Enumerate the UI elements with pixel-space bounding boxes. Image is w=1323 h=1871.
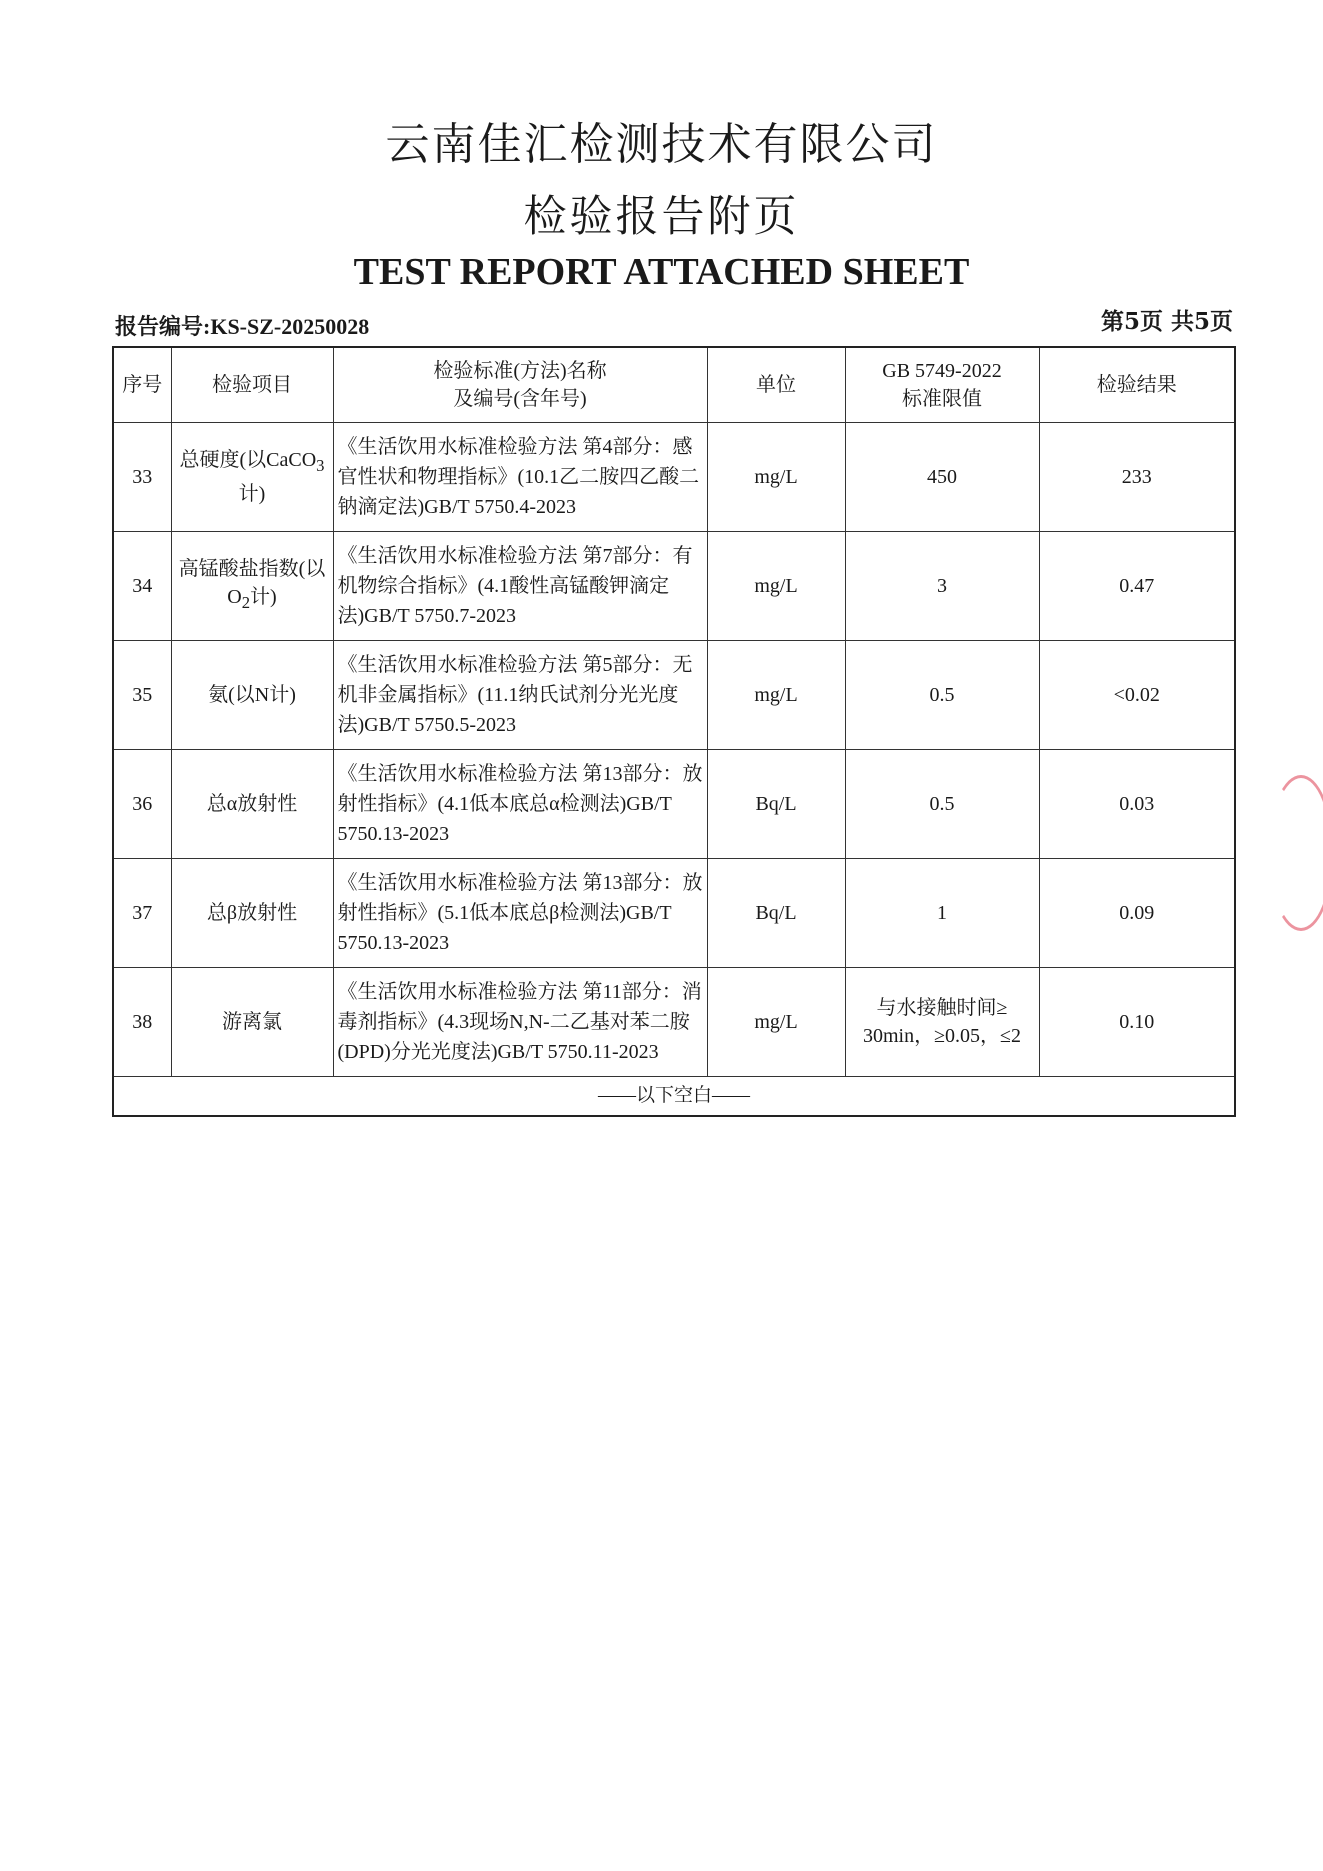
row-result: 0.03 — [1039, 750, 1235, 859]
report-subtitle: 检验报告附页 — [523, 192, 800, 242]
row-limit: 0.5 — [845, 750, 1039, 859]
row-item — [171, 532, 333, 641]
row-unit: Bq/L — [707, 859, 845, 968]
header-method-line2: 及编号(含年号) — [453, 388, 587, 410]
company-name: 云南佳汇检测技术有限公司 — [385, 119, 938, 170]
row-result: 0.47 — [1039, 532, 1235, 641]
row-result: 233 — [1039, 423, 1235, 532]
table-row — [113, 750, 1235, 859]
item-text-suffix: 计) — [238, 483, 266, 505]
table-header-row — [113, 347, 1235, 423]
table-row — [113, 423, 1235, 532]
row-method: 《生活饮用水标准检验方法 第13部分：放射性指标》(5.1低本底总β检测法)GB/T 5750.13-2023 — [333, 859, 707, 968]
row-limit: 450 — [845, 423, 1039, 532]
table-row — [113, 532, 1235, 641]
row-item: 总α放射性 — [171, 750, 333, 859]
table-row — [113, 968, 1235, 1077]
row-item: 总β放射性 — [171, 859, 333, 968]
header-seq: 序号 — [113, 347, 171, 423]
row-result: 0.09 — [1039, 859, 1235, 968]
header-method-line1: 检验标准(方法)名称 — [433, 360, 607, 382]
item-text-suffix: 计) — [250, 586, 277, 608]
header-method — [333, 347, 707, 423]
end-note-row — [113, 1077, 1235, 1117]
row-result: <0.02 — [1039, 641, 1235, 750]
header-result: 检验结果 — [1039, 347, 1235, 423]
row-unit: mg/L — [707, 423, 845, 532]
end-note: ——以下空白—— — [113, 1077, 1235, 1117]
row-unit: mg/L — [707, 968, 845, 1077]
report-number: 报告编号:KS-SZ-20250028 — [115, 314, 370, 339]
item-subscript: 2 — [241, 593, 251, 612]
header-limit-line2: 标准限值 — [902, 388, 982, 410]
header-limit — [845, 347, 1039, 423]
row-method: 《生活饮用水标准检验方法 第7部分：有机物综合指标》(4.1酸性高锰酸钾滴定法)GB/T 5750.7-2023 — [333, 532, 707, 641]
header-item: 检验项目 — [171, 347, 333, 423]
row-unit: Bq/L — [707, 750, 845, 859]
row-method: 《生活饮用水标准检验方法 第5部分：无机非金属指标》(11.1纳氏试剂分光光度法)GB/T 5750.5-2023 — [333, 641, 707, 750]
row-limit — [845, 968, 1039, 1077]
row-seq: 38 — [113, 968, 171, 1077]
item-text: 总硬度(以CaCO — [179, 449, 317, 471]
item-text-o: O — [227, 586, 242, 608]
row-seq: 35 — [113, 641, 171, 750]
row-method: 《生活饮用水标准检验方法 第4部分：感官性状和物理指标》(10.1乙二胺四乙酸二钠滴定法)GB/T 5750.4-2023 — [333, 423, 707, 532]
row-seq: 36 — [113, 750, 171, 859]
row-unit: mg/L — [707, 641, 845, 750]
row-limit: 3 — [845, 532, 1039, 641]
row-seq: 37 — [113, 859, 171, 968]
results-table — [112, 346, 1236, 1117]
limit-line1: 与水接触时间≥ — [876, 997, 1008, 1019]
limit-line2: 30min，≥0.05，≤2 — [862, 1025, 1022, 1047]
table-row — [113, 641, 1235, 750]
seal-stamp-partial — [1268, 775, 1323, 931]
page-indicator: 第5页 共5页 — [1100, 308, 1233, 335]
row-method: 《生活饮用水标准检验方法 第11部分：消毒剂指标》(4.3现场N,N-二乙基对苯二胺(DPD)分光光度法)GB/T 5750.11-2023 — [333, 968, 707, 1077]
row-limit: 1 — [845, 859, 1039, 968]
row-unit: mg/L — [707, 532, 845, 641]
item-subscript: 3 — [316, 456, 325, 475]
table-row — [113, 859, 1235, 968]
row-item: 游离氯 — [171, 968, 333, 1077]
row-item: 氨(以N计) — [171, 641, 333, 750]
english-title: TEST REPORT ATTACHED SHEET — [353, 251, 970, 293]
item-text: 高锰酸盐指数(以 — [178, 558, 326, 580]
header-limit-line1: GB 5749-2022 — [882, 360, 1002, 382]
row-method: 《生活饮用水标准检验方法 第13部分：放射性指标》(4.1低本底总α检测法)GB/T 5750.13-2023 — [333, 750, 707, 859]
row-item — [171, 423, 333, 532]
row-seq: 33 — [113, 423, 171, 532]
row-result: 0.10 — [1039, 968, 1235, 1077]
row-limit: 0.5 — [845, 641, 1039, 750]
row-seq: 34 — [113, 532, 171, 641]
header-unit: 单位 — [707, 347, 845, 423]
